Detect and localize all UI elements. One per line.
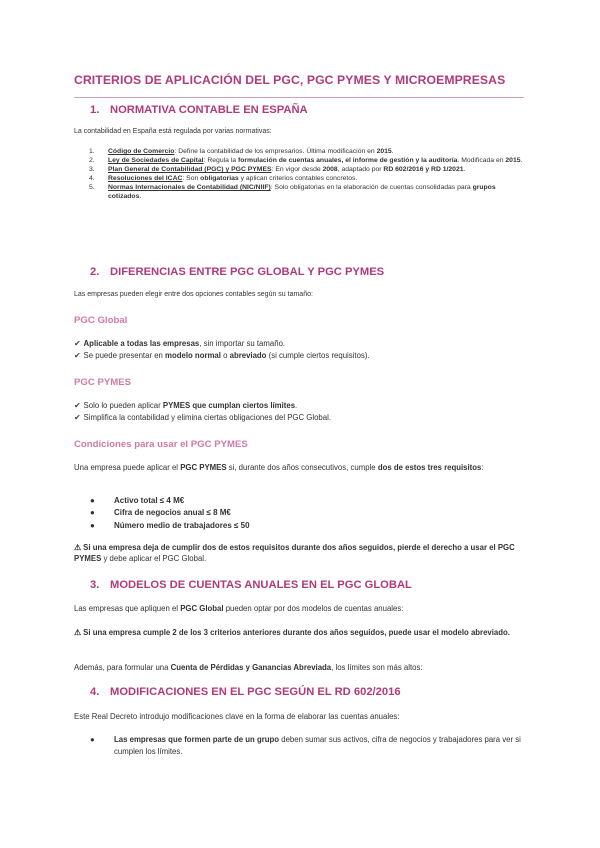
- requirements-list: [74, 495, 524, 532]
- check-icon: ✔: [74, 401, 81, 410]
- section-2-heading: [90, 266, 384, 278]
- pgc-pymes-line-2: [74, 412, 524, 423]
- line-text: , sin importar su tamaño.: [199, 339, 286, 348]
- law-name: Código de Comercio: [108, 148, 175, 155]
- item-text: : Solo obligatorias en la elaboración de cuentas consolidadas para: [270, 184, 473, 192]
- bullet-icon: ●: [90, 520, 95, 530]
- pgc-pymes-heading: PGC PYMES: [74, 377, 132, 388]
- item-text: : Define la contabilidad de los empresarios. Última modificación en: [174, 148, 377, 155]
- line-bold: abreviado: [229, 351, 267, 360]
- title-divider: [74, 97, 524, 98]
- pgc-global-heading: PGC Global: [74, 315, 128, 326]
- list-item: [74, 147, 524, 156]
- list-item: [74, 507, 524, 519]
- warning-bold: ⚠ Si una empresa deja de cumplir dos de estos requisitos durante dos años seguidos, pierde el derecho a usar el PGC PYMES: [74, 543, 515, 563]
- section-4-title: MODIFICACIONES EN EL PGC SEGÚN EL RD 602/2016: [110, 686, 401, 698]
- line-text: si, durante dos años consecutivos, cumple: [226, 463, 378, 472]
- requirement-text: Cifra de negocios anual ≤ 8 M€: [114, 508, 231, 518]
- check-icon: ✔: [74, 413, 81, 422]
- item-text: y aplican criterios contables concretos.: [238, 175, 358, 183]
- requirement-text: Activo total ≤ 4 M€: [114, 496, 185, 505]
- requirement-text: Número medio de trabajadores ≤ 50: [114, 520, 250, 530]
- item-text: , adaptado por: [337, 166, 384, 174]
- line-text: (si cumple ciertos requisitos).: [266, 351, 370, 360]
- section-1-title: NORMATIVA CONTABLE EN ESPAÑA: [110, 104, 308, 116]
- abreviado-warning: [74, 627, 524, 638]
- pgc-pymes-line-1: [74, 400, 524, 411]
- item-text: .: [391, 148, 394, 155]
- list-number: 5.: [89, 184, 95, 192]
- list-item: [74, 183, 524, 201]
- pgc-global-line-1: [74, 338, 524, 349]
- normativa-list: [74, 147, 524, 202]
- line-text: Una empresa puede aplicar el: [74, 463, 181, 472]
- warning-bold: ⚠ Si una empresa cumple 2 de los 3 criterios anteriores durante dos años seguidos, puede usar el modelo abreviado.: [74, 628, 510, 637]
- pymes-warning: [74, 542, 524, 564]
- line-text: Simplifica la contabilidad y elimina ciertas obligaciones del PGC Global.: [83, 413, 332, 422]
- line-bold: PGC PYMES: [180, 463, 227, 472]
- line-text: Se puede presentar en: [83, 351, 166, 360]
- line-bold: Aplicable a todas las empresas: [83, 339, 200, 348]
- section-3-intro: [74, 603, 524, 614]
- pgc-global-line-2: [74, 350, 524, 361]
- section-3-extra: [74, 662, 524, 673]
- line-text: y debe aplicar el PGC Global.: [101, 554, 207, 563]
- section-3-title: MODELOS DE CUENTAS ANUALES EN EL PGC GLOBAL: [110, 579, 412, 591]
- section-2-intro: Las empresas pueden elegir entre dos opciones contables según su tamaño:: [74, 291, 313, 298]
- list-item: [74, 174, 524, 183]
- line-text: Además, para formular una: [74, 663, 171, 672]
- line-text: pueden optar por dos modelos de cuentas anuales:: [223, 604, 404, 613]
- bullet-icon: ●: [90, 508, 95, 518]
- section-4-intro: Este Real Decreto introdujo modificaciones clave en la forma de elaborar las cuentas anuales:: [74, 712, 400, 721]
- check-icon: ✔: [74, 351, 81, 360]
- line-bold: PYMES que cumplan ciertos límites: [162, 401, 296, 410]
- section-2-number: 2.: [90, 266, 100, 278]
- list-number: 1.: [89, 148, 95, 155]
- line-bold: PGC Global: [180, 604, 224, 613]
- line-bold: dos de estos tres requisitos: [377, 463, 482, 472]
- law-name: Resoluciones del ICAC: [108, 175, 183, 183]
- section-4-heading: [90, 686, 401, 698]
- item-text: .: [463, 166, 466, 174]
- section-1-number: 1.: [90, 104, 100, 116]
- conditions-heading: Condiciones para usar el PGC PYMES: [74, 439, 248, 450]
- list-number: 3.: [89, 166, 95, 174]
- list-number: 4.: [89, 175, 95, 183]
- line-bold: Las empresas que formen parte de un grupo: [114, 735, 280, 744]
- item-text: . Modificada en: [457, 157, 506, 165]
- law-name: Ley de Sociedades de Capital: [108, 157, 204, 165]
- document-title: CRITERIOS DE APLICACIÓN DEL PGC, PGC PYMES Y MICROEMPRESAS: [74, 73, 506, 87]
- line-text: Las empresas que apliquen el: [74, 604, 181, 613]
- line-bold: Cuenta de Pérdidas y Ganancias Abreviada: [170, 663, 332, 672]
- list-item: [74, 156, 524, 165]
- item-bold: 2008: [322, 166, 338, 174]
- law-name: Normas Internacionales de Contabilidad (NIC/NIIF): [108, 184, 271, 192]
- list-item: [74, 165, 524, 174]
- item-bold: grupos cotizados: [108, 184, 496, 201]
- item-text: .: [520, 157, 523, 165]
- conditions-paragraph: [74, 462, 524, 473]
- line-text: .: [295, 401, 298, 410]
- item-text: : Son: [182, 175, 201, 183]
- line-text: , los límites son más altos:: [331, 663, 423, 672]
- section-4-number: 4.: [90, 686, 100, 698]
- rd-changes-list: [74, 734, 524, 758]
- bullet-icon: ●: [90, 735, 95, 744]
- item-bold: obligatorias: [200, 175, 239, 183]
- list-item: [74, 495, 524, 507]
- section-3-heading: [90, 579, 412, 591]
- item-text: : En vigor desde: [271, 166, 323, 174]
- line-text: :: [481, 463, 484, 472]
- item-bold: 2015: [505, 157, 521, 165]
- check-icon: ✔: [74, 339, 81, 348]
- item-text: .: [139, 193, 142, 201]
- item-bold: formulación de cuentas anuales, el informe de gestión y la auditoría: [237, 157, 458, 165]
- section-1-intro: La contabilidad en España está regulada por varias normativas:: [74, 128, 272, 135]
- section-1-heading: [90, 104, 308, 116]
- list-item: [74, 520, 524, 532]
- list-item: [74, 734, 524, 758]
- list-number: 2.: [89, 157, 95, 165]
- item-bold: 2015: [376, 148, 392, 155]
- item-text: : Regula la: [203, 157, 238, 165]
- law-name: Plan General de Contabilidad (PGC) y PGC PYMES: [108, 166, 272, 174]
- line-text: o: [220, 351, 230, 360]
- section-3-number: 3.: [90, 579, 100, 591]
- item-bold: RD 602/2016 y RD 1/2021: [383, 166, 464, 174]
- line-text: deben sumar sus activos, cifra de negocios y trabajadores para ver si cumplen los límites.: [114, 735, 521, 756]
- line-text: Solo lo pueden aplicar: [83, 401, 163, 410]
- bullet-icon: ●: [90, 496, 95, 505]
- line-bold: modelo normal: [165, 351, 221, 360]
- section-2-title: DIFERENCIAS ENTRE PGC GLOBAL Y PGC PYMES: [110, 266, 385, 278]
